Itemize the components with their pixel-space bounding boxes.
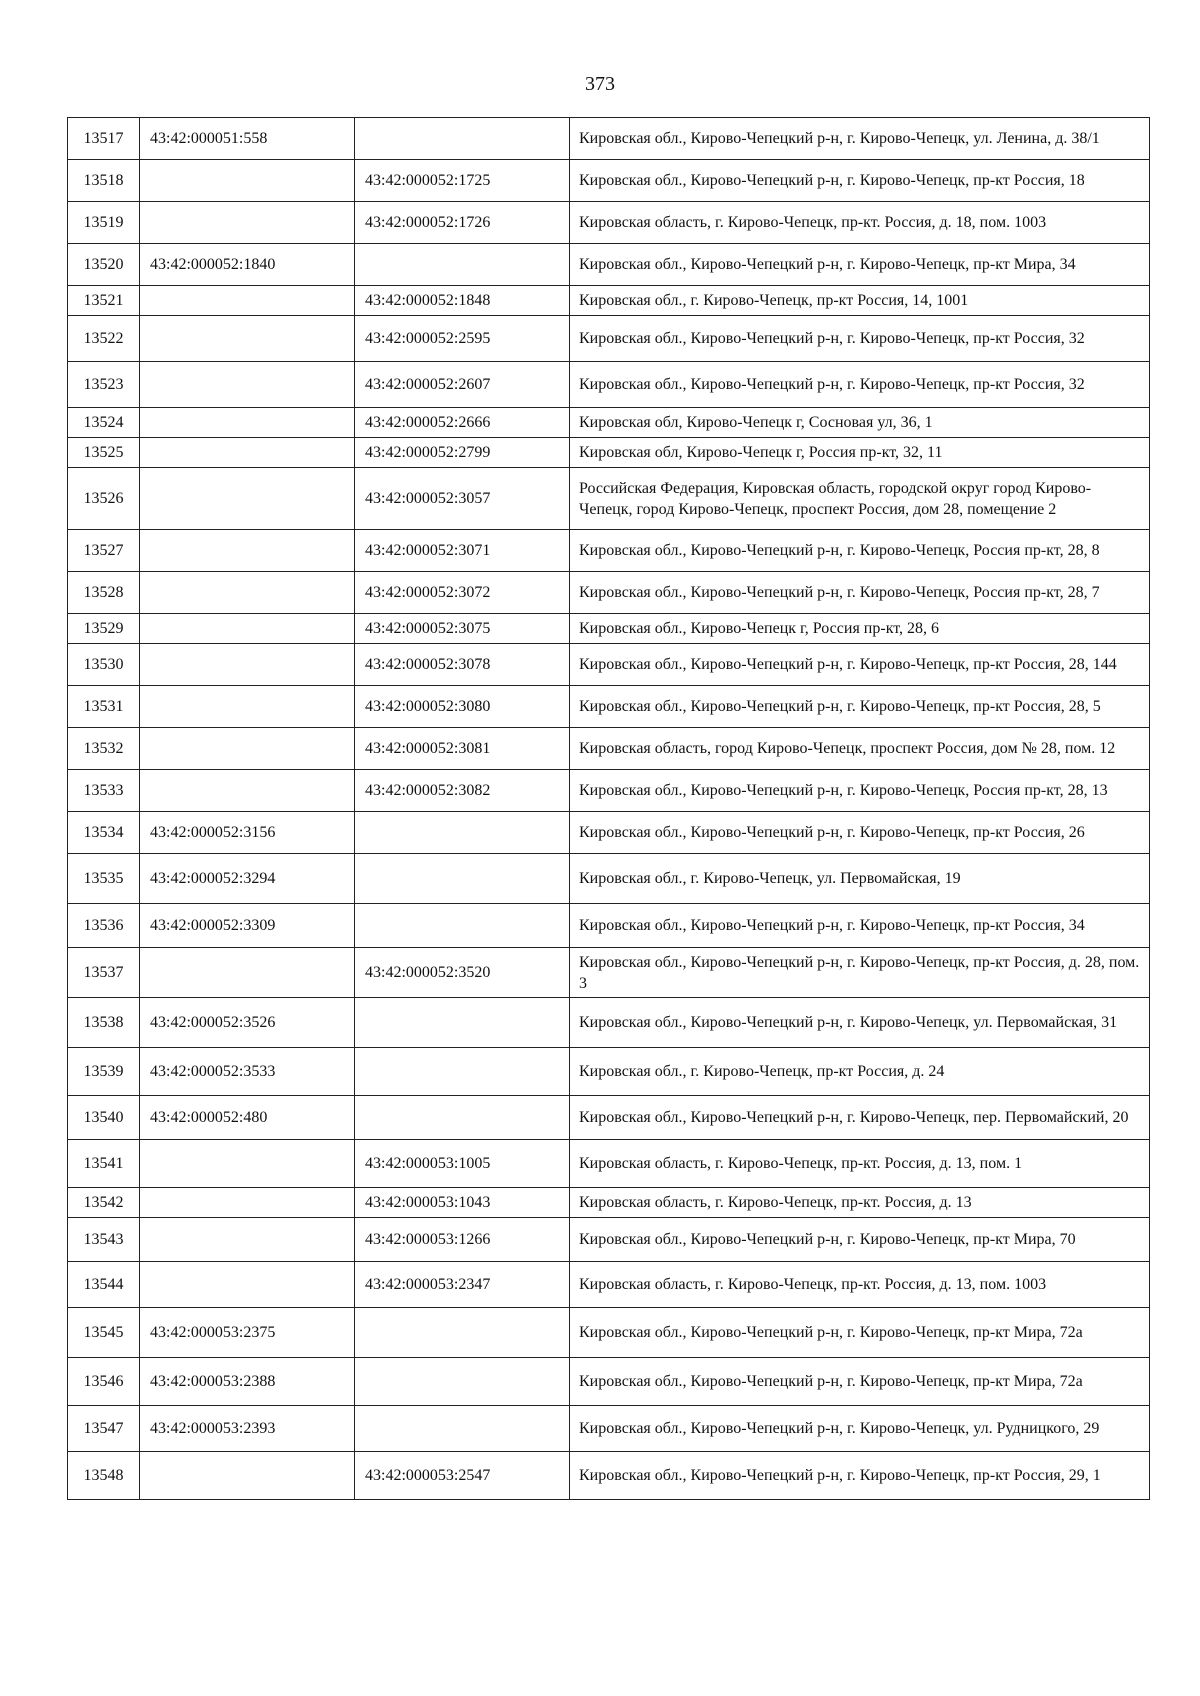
cadastral-number-alt-cell: 43:42:000052:3081	[355, 728, 570, 770]
address-cell: Кировская обл., Кирово-Чепецкий р-н, г. Кирово-Чепецк, пр-кт Россия, 32	[570, 316, 1150, 362]
cadastral-number-cell	[140, 770, 355, 812]
table-row	[68, 614, 1150, 644]
cadastral-number-cell	[140, 1452, 355, 1500]
cadastral-number-alt-cell: 43:42:000053:2547	[355, 1452, 570, 1500]
table-row	[68, 948, 1150, 998]
cadastral-number-alt-cell: 43:42:000052:3057	[355, 468, 570, 530]
address-cell: Российская Федерация, Кировская область, городской округ город Кирово-Чепецк, город Кирово-Чепецк, проспект Россия, дом 28, помещение 2	[570, 468, 1150, 530]
table-row	[68, 244, 1150, 286]
table-row	[68, 468, 1150, 530]
row-number-cell: 13543	[68, 1218, 140, 1262]
row-number-cell: 13546	[68, 1358, 140, 1406]
cadastral-number-cell: 43:42:000053:2393	[140, 1406, 355, 1452]
address-cell: Кировская обл., Кирово-Чепецкий р-н, г. Кирово-Чепецк, пр-кт Россия, 18	[570, 160, 1150, 202]
cadastral-number-cell	[140, 530, 355, 572]
cadastral-number-cell: 43:42:000052:3156	[140, 812, 355, 854]
row-number-cell: 13519	[68, 202, 140, 244]
cadastral-number-alt-cell	[355, 904, 570, 948]
row-number-cell: 13522	[68, 316, 140, 362]
address-cell: Кировская обл, Кирово-Чепецк г, Россия пр-кт, 32, 11	[570, 438, 1150, 468]
address-cell: Кировская обл., Кирово-Чепецкий р-н, г. Кирово-Чепецк, пр-кт Россия, 29, 1	[570, 1452, 1150, 1500]
table-row	[68, 118, 1150, 160]
row-number-cell: 13540	[68, 1096, 140, 1140]
table-row	[68, 644, 1150, 686]
table-row	[68, 202, 1150, 244]
address-cell: Кировская обл., Кирово-Чепецкий р-н, г. Кирово-Чепецк, пр-кт Россия, д. 28, пом. 3	[570, 948, 1150, 998]
table-row	[68, 1140, 1150, 1188]
address-cell: Кировская область, город Кирово-Чепецк, проспект Россия, дом № 28, пом. 12	[570, 728, 1150, 770]
cadastral-number-cell	[140, 686, 355, 728]
address-cell: Кировская обл., Кирово-Чепецкий р-н, г. Кирово-Чепецк, пр-кт Россия, 34	[570, 904, 1150, 948]
address-cell: Кировская область, г. Кирово-Чепецк, пр-кт. Россия, д. 13, пом. 1003	[570, 1262, 1150, 1308]
table-row	[68, 812, 1150, 854]
address-cell: Кировская обл, Кирово-Чепецк г, Сосновая ул, 36, 1	[570, 408, 1150, 438]
cadastral-number-cell	[140, 1140, 355, 1188]
cadastral-number-alt-cell: 43:42:000052:3072	[355, 572, 570, 614]
cadastral-number-cell	[140, 728, 355, 770]
row-number-cell: 13537	[68, 948, 140, 998]
cadastral-number-alt-cell: 43:42:000053:2347	[355, 1262, 570, 1308]
address-cell: Кировская обл., г. Кирово-Чепецк, ул. Первомайская, 19	[570, 854, 1150, 904]
table-body	[68, 118, 1150, 1500]
row-number-cell: 13536	[68, 904, 140, 948]
address-cell: Кировская обл., г. Кирово-Чепецк, пр-кт Россия, д. 24	[570, 1048, 1150, 1096]
table-row	[68, 998, 1150, 1048]
table-row	[68, 1048, 1150, 1096]
cadastral-number-cell: 43:42:000052:480	[140, 1096, 355, 1140]
cadastral-number-cell	[140, 438, 355, 468]
table-row	[68, 438, 1150, 468]
table-row	[68, 1218, 1150, 1262]
table-row	[68, 572, 1150, 614]
address-cell: Кировская обл., Кирово-Чепецкий р-н, г. Кирово-Чепецк, пр-кт Мира, 72а	[570, 1358, 1150, 1406]
address-cell: Кировская обл., Кирово-Чепецкий р-н, г. Кирово-Чепецк, пр-кт Мира, 34	[570, 244, 1150, 286]
address-cell: Кировская область, г. Кирово-Чепецк, пр-кт. Россия, д. 13	[570, 1188, 1150, 1218]
property-table	[67, 117, 1150, 1500]
address-cell: Кировская область, г. Кирово-Чепецк, пр-кт. Россия, д. 13, пом. 1	[570, 1140, 1150, 1188]
row-number-cell: 13526	[68, 468, 140, 530]
cadastral-number-cell: 43:42:000052:3533	[140, 1048, 355, 1096]
address-cell: Кировская область, г. Кирово-Чепецк, пр-кт. Россия, д. 18, пом. 1003	[570, 202, 1150, 244]
cadastral-number-alt-cell	[355, 118, 570, 160]
address-cell: Кировская обл., Кирово-Чепецкий р-н, г. Кирово-Чепецк, пр-кт Мира, 70	[570, 1218, 1150, 1262]
table-row	[68, 530, 1150, 572]
row-number-cell: 13529	[68, 614, 140, 644]
row-number-cell: 13545	[68, 1308, 140, 1358]
cadastral-number-alt-cell	[355, 854, 570, 904]
cadastral-number-cell: 43:42:000052:1840	[140, 244, 355, 286]
table-row	[68, 1262, 1150, 1308]
cadastral-number-cell	[140, 614, 355, 644]
cadastral-number-cell	[140, 286, 355, 316]
cadastral-number-cell	[140, 316, 355, 362]
row-number-cell: 13539	[68, 1048, 140, 1096]
cadastral-number-cell	[140, 160, 355, 202]
row-number-cell: 13525	[68, 438, 140, 468]
row-number-cell: 13517	[68, 118, 140, 160]
cadastral-number-cell: 43:42:000052:3294	[140, 854, 355, 904]
table-row	[68, 316, 1150, 362]
table-row	[68, 770, 1150, 812]
row-number-cell: 13520	[68, 244, 140, 286]
cadastral-number-cell	[140, 1262, 355, 1308]
table-row	[68, 362, 1150, 408]
cadastral-number-alt-cell: 43:42:000052:3075	[355, 614, 570, 644]
cadastral-number-alt-cell: 43:42:000052:1725	[355, 160, 570, 202]
table-row	[68, 160, 1150, 202]
row-number-cell: 13527	[68, 530, 140, 572]
cadastral-number-cell	[140, 202, 355, 244]
row-number-cell: 13544	[68, 1262, 140, 1308]
cadastral-number-alt-cell	[355, 1406, 570, 1452]
row-number-cell: 13532	[68, 728, 140, 770]
table-row	[68, 1358, 1150, 1406]
cadastral-number-alt-cell: 43:42:000052:2799	[355, 438, 570, 468]
cadastral-number-alt-cell: 43:42:000052:1848	[355, 286, 570, 316]
cadastral-number-alt-cell: 43:42:000053:1043	[355, 1188, 570, 1218]
row-number-cell: 13530	[68, 644, 140, 686]
cadastral-number-cell	[140, 644, 355, 686]
address-cell: Кировская обл., Кирово-Чепецкий р-н, г. Кирово-Чепецк, пр-кт Мира, 72а	[570, 1308, 1150, 1358]
row-number-cell: 13534	[68, 812, 140, 854]
cadastral-number-alt-cell: 43:42:000052:3520	[355, 948, 570, 998]
address-cell: Кировская обл., Кирово-Чепецкий р-н, г. Кирово-Чепецк, пр-кт Россия, 26	[570, 812, 1150, 854]
row-number-cell: 13542	[68, 1188, 140, 1218]
table-row	[68, 1188, 1150, 1218]
cadastral-number-alt-cell: 43:42:000052:1726	[355, 202, 570, 244]
row-number-cell: 13548	[68, 1452, 140, 1500]
cadastral-number-alt-cell: 43:42:000052:3078	[355, 644, 570, 686]
cadastral-number-cell: 43:42:000053:2388	[140, 1358, 355, 1406]
address-cell: Кировская обл., Кирово-Чепецкий р-н, г. Кирово-Чепецк, Россия пр-кт, 28, 13	[570, 770, 1150, 812]
table-row	[68, 728, 1150, 770]
table-row	[68, 854, 1150, 904]
cadastral-number-alt-cell	[355, 1358, 570, 1406]
row-number-cell: 13523	[68, 362, 140, 408]
address-cell: Кировская обл., Кирово-Чепецк г, Россия пр-кт, 28, 6	[570, 614, 1150, 644]
cadastral-number-alt-cell	[355, 998, 570, 1048]
cadastral-number-cell: 43:42:000051:558	[140, 118, 355, 160]
cadastral-number-alt-cell: 43:42:000052:3071	[355, 530, 570, 572]
cadastral-number-alt-cell	[355, 1308, 570, 1358]
row-number-cell: 13538	[68, 998, 140, 1048]
row-number-cell: 13528	[68, 572, 140, 614]
row-number-cell: 13524	[68, 408, 140, 438]
page-number: 373	[585, 73, 615, 95]
row-number-cell: 13518	[68, 160, 140, 202]
cadastral-number-alt-cell	[355, 812, 570, 854]
address-cell: Кировская обл., г. Кирово-Чепецк, пр-кт Россия, 14, 1001	[570, 286, 1150, 316]
row-number-cell: 13547	[68, 1406, 140, 1452]
cadastral-number-alt-cell: 43:42:000052:2666	[355, 408, 570, 438]
table-row	[68, 286, 1150, 316]
table-row	[68, 1308, 1150, 1358]
address-cell: Кировская обл., Кирово-Чепецкий р-н, г. Кирово-Чепецк, ул. Первомайская, 31	[570, 998, 1150, 1048]
cadastral-number-alt-cell: 43:42:000053:1005	[355, 1140, 570, 1188]
table-row	[68, 686, 1150, 728]
cadastral-number-alt-cell: 43:42:000052:2607	[355, 362, 570, 408]
address-cell: Кировская обл., Кирово-Чепецкий р-н, г. Кирово-Чепецк, ул. Рудницкого, 29	[570, 1406, 1150, 1452]
table-row	[68, 1406, 1150, 1452]
cadastral-number-alt-cell: 43:42:000052:3080	[355, 686, 570, 728]
row-number-cell: 13541	[68, 1140, 140, 1188]
address-cell: Кировская обл., Кирово-Чепецкий р-н, г. Кирово-Чепецк, пр-кт Россия, 28, 5	[570, 686, 1150, 728]
address-cell: Кировская обл., Кирово-Чепецкий р-н, г. Кирово-Чепецк, пер. Первомайский, 20	[570, 1096, 1150, 1140]
table-row	[68, 408, 1150, 438]
cadastral-number-cell	[140, 1188, 355, 1218]
address-cell: Кировская обл., Кирово-Чепецкий р-н, г. Кирово-Чепецк, ул. Ленина, д. 38/1	[570, 118, 1150, 160]
row-number-cell: 13521	[68, 286, 140, 316]
address-cell: Кировская обл., Кирово-Чепецкий р-н, г. Кирово-Чепецк, пр-кт Россия, 32	[570, 362, 1150, 408]
cadastral-number-cell: 43:42:000053:2375	[140, 1308, 355, 1358]
cadastral-number-cell	[140, 948, 355, 998]
cadastral-number-alt-cell	[355, 1096, 570, 1140]
cadastral-number-alt-cell: 43:42:000052:3082	[355, 770, 570, 812]
row-number-cell: 13531	[68, 686, 140, 728]
row-number-cell: 13535	[68, 854, 140, 904]
table-row	[68, 1096, 1150, 1140]
address-cell: Кировская обл., Кирово-Чепецкий р-н, г. Кирово-Чепецк, Россия пр-кт, 28, 8	[570, 530, 1150, 572]
address-cell: Кировская обл., Кирово-Чепецкий р-н, г. Кирово-Чепецк, пр-кт Россия, 28, 144	[570, 644, 1150, 686]
row-number-cell: 13533	[68, 770, 140, 812]
cadastral-number-alt-cell: 43:42:000052:2595	[355, 316, 570, 362]
cadastral-number-cell	[140, 408, 355, 438]
cadastral-number-cell	[140, 468, 355, 530]
cadastral-number-cell	[140, 362, 355, 408]
cadastral-number-cell: 43:42:000052:3526	[140, 998, 355, 1048]
cadastral-number-alt-cell	[355, 244, 570, 286]
table-row	[68, 1452, 1150, 1500]
address-cell: Кировская обл., Кирово-Чепецкий р-н, г. Кирово-Чепецк, Россия пр-кт, 28, 7	[570, 572, 1150, 614]
table-row	[68, 904, 1150, 948]
cadastral-number-alt-cell: 43:42:000053:1266	[355, 1218, 570, 1262]
cadastral-number-alt-cell	[355, 1048, 570, 1096]
cadastral-number-cell	[140, 572, 355, 614]
cadastral-number-cell	[140, 1218, 355, 1262]
cadastral-number-cell: 43:42:000052:3309	[140, 904, 355, 948]
